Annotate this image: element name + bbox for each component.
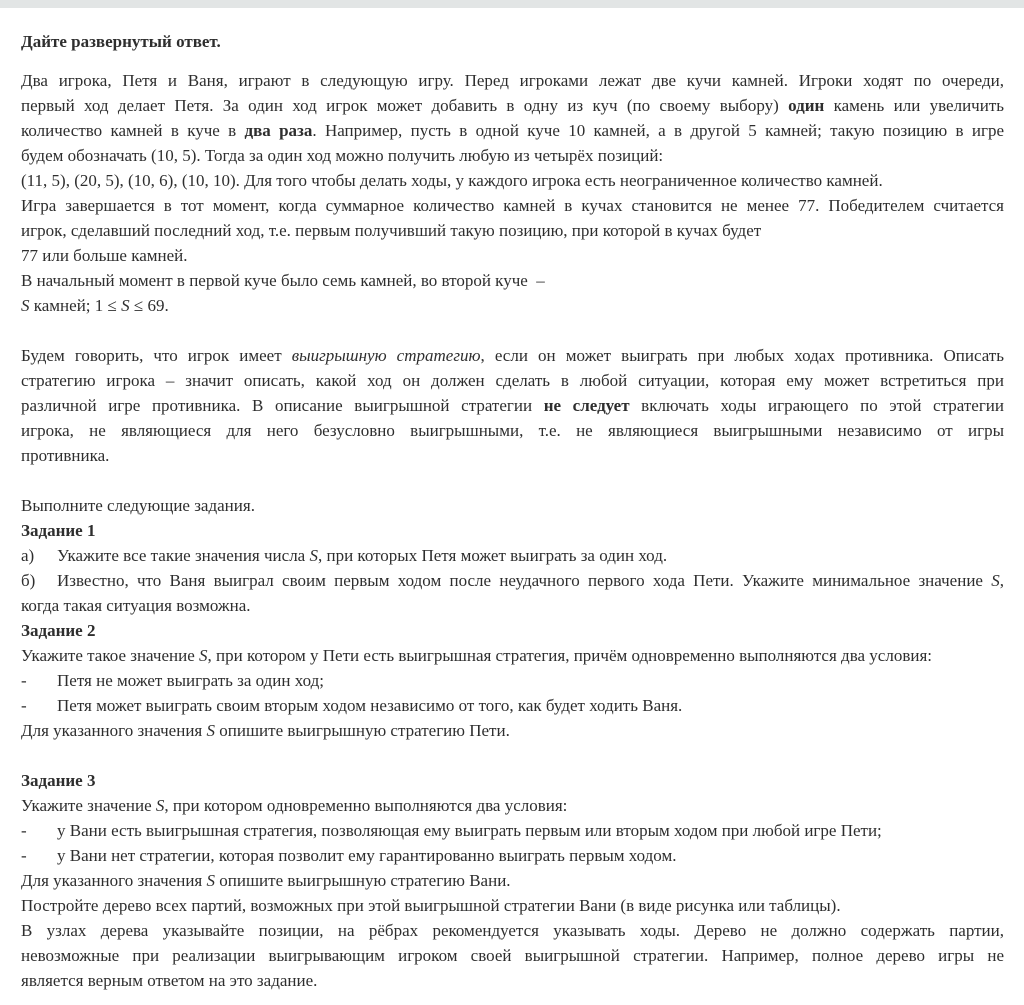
text-line bbox=[21, 518, 1004, 543]
italic-run: S bbox=[199, 646, 208, 665]
text-run: невозможные при реализации выигрывающим игроком своей выигрышной стратегии. Например, полное дерево игры не bbox=[21, 946, 1004, 965]
text-run: первый ход делает Петя. За один ход игрок может добавить в одну из куч (по своему выбору) bbox=[21, 96, 789, 115]
text-line bbox=[21, 443, 1004, 468]
text-run: , при котором у Пети есть выигрышная стратегия, причём одновременно выполняются два условия: bbox=[207, 646, 932, 665]
text-line bbox=[21, 118, 1004, 143]
text-line bbox=[21, 293, 1004, 318]
list-marker: а) bbox=[21, 546, 35, 565]
text-line bbox=[21, 693, 1004, 718]
text-run: камней; 1 ≤ bbox=[29, 296, 122, 315]
list-marker: - bbox=[21, 671, 27, 690]
task3-heading: Задание 3 bbox=[21, 771, 96, 790]
italic-run: S bbox=[991, 571, 1000, 590]
text-line bbox=[21, 718, 1004, 743]
text-line bbox=[21, 793, 1004, 818]
top-bar bbox=[0, 0, 1024, 8]
text-run: ≤ 69. bbox=[129, 296, 169, 315]
text-line bbox=[21, 593, 1004, 618]
text-line bbox=[21, 343, 1004, 368]
text-line bbox=[21, 168, 1004, 193]
text-run: Постройте дерево всех партий, возможных при этой выигрышной стратегии Вани (в виде рисунка или таблицы). bbox=[21, 896, 841, 915]
text-line bbox=[21, 843, 1004, 868]
text-run: Будем говорить, что игрок имеет bbox=[21, 346, 292, 365]
document-page bbox=[0, 8, 1024, 993]
bold-run: не следует bbox=[543, 396, 630, 415]
italic-run: S bbox=[121, 296, 130, 315]
task2-heading: Задание 2 bbox=[21, 621, 96, 640]
italic-run: S bbox=[155, 796, 165, 815]
list-marker: - bbox=[21, 846, 27, 865]
text-run: Игра завершается в тот момент, когда суммарное количество камней в кучах становится не менее 77. Победителем считается bbox=[21, 196, 1004, 215]
text-run: будем обозначать (10, 5). Тогда за один ход можно получить любую из четырёх позиций: bbox=[21, 146, 664, 165]
text-run: камень или увеличить bbox=[824, 96, 1004, 115]
text-line bbox=[21, 893, 1004, 918]
text-run: (11, 5), (20, 5), (10, 6), (10, 10). Для того чтобы делать ходы, у каждого игрока есть неограниченное количество камней. bbox=[21, 171, 883, 190]
text-run: является верным ответом на это задание. bbox=[21, 971, 318, 990]
text-run: 77 или больше камней. bbox=[21, 246, 188, 265]
bold-run: один bbox=[788, 96, 825, 115]
text-run: , если он может выиграть при любых ходах противника. Описать bbox=[480, 346, 1004, 365]
list-marker: - bbox=[21, 696, 27, 715]
text-line bbox=[21, 268, 1004, 293]
italic-run: выигрышную стратегию bbox=[291, 346, 481, 365]
italic-run: S bbox=[206, 721, 215, 740]
text-line bbox=[21, 668, 1004, 693]
task3-section bbox=[21, 768, 1004, 993]
text-line bbox=[21, 93, 1004, 118]
text-line bbox=[21, 818, 1004, 843]
text-run: Выполните следующие задания. bbox=[21, 496, 255, 515]
text-line bbox=[21, 918, 1004, 943]
tasks-section bbox=[21, 493, 1004, 743]
text-run: опишите выигрышную стратегию Пети. bbox=[215, 721, 510, 740]
text-line bbox=[21, 643, 1004, 668]
strategy-definition bbox=[21, 343, 1004, 468]
text-line bbox=[21, 943, 1004, 968]
text-line bbox=[21, 243, 1004, 268]
text-run: Известно, что Ваня выиграл своим первым ходом после неудачного первого хода Пети. Укажите минимальное значение bbox=[57, 571, 992, 590]
bold-run: два раза bbox=[244, 121, 313, 140]
text-run: игрока, не являющиеся для него безусловно выигрышными, т.е. не являющиеся выигрышными независимо от игры bbox=[21, 421, 1004, 440]
text-line bbox=[21, 868, 1004, 893]
text-run: у Вани есть выигрышная стратегия, позволяющая ему выиграть первым или вторым ходом при любой игре Пети; bbox=[57, 821, 882, 840]
text-line bbox=[21, 143, 1004, 168]
problem-statement bbox=[21, 68, 1004, 318]
text-run: , при которых Петя может выиграть за один ход. bbox=[317, 546, 668, 565]
italic-run: S bbox=[206, 871, 215, 890]
text-line bbox=[21, 618, 1004, 643]
text-run: В узлах дерева указывайте позиции, на рёбрах рекомендуется указывать ходы. Дерево не должно содержать партии, bbox=[21, 921, 1004, 940]
text-run: различной игре противника. В описание выигрышной стратегии bbox=[21, 396, 544, 415]
text-line bbox=[21, 568, 1004, 593]
text-run: опишите выигрышную стратегию Вани. bbox=[215, 871, 511, 890]
text-run: , bbox=[999, 571, 1004, 590]
text-line bbox=[21, 968, 1004, 993]
text-run: Укажите все такие значения числа bbox=[57, 546, 310, 565]
text-run: Петя может выиграть своим вторым ходом независимо от того, как будет ходить Ваня. bbox=[57, 696, 683, 715]
text-line bbox=[21, 493, 1004, 518]
italic-run: S bbox=[21, 296, 30, 315]
text-line bbox=[21, 543, 1004, 568]
text-line bbox=[21, 418, 1004, 443]
text-run: , при котором одновременно выполняются два условия: bbox=[164, 796, 568, 815]
text-run: у Вани нет стратегии, которая позволит ему гарантированно выиграть первым ходом. bbox=[57, 846, 677, 865]
text-run: Петя не может выиграть за один ход; bbox=[57, 671, 324, 690]
text-run: Укажите значение bbox=[21, 796, 156, 815]
text-line bbox=[21, 768, 1004, 793]
text-run: противника. bbox=[21, 446, 110, 465]
text-run: Для указанного значения bbox=[21, 721, 207, 740]
text-run: Два игрока, Петя и Ваня, играют в следующую игру. Перед игроками лежат две кучи камней. Игроки ходят по очереди, bbox=[21, 71, 1004, 90]
page-title: Дайте развернутый ответ. bbox=[21, 32, 221, 51]
text-line bbox=[21, 193, 1004, 218]
list-marker: б) bbox=[21, 571, 36, 590]
text-line bbox=[21, 368, 1004, 393]
text-run: Укажите такое значение bbox=[21, 646, 200, 665]
text-run: Для указанного значения bbox=[21, 871, 207, 890]
text-run: игрок, сделавший последний ход, т.е. первым получивший такую позицию, при которой в кучах будет bbox=[21, 221, 762, 240]
text-run: . Например, пусть в одной куче 10 камней, а в другой 5 камней; такую позицию в игре bbox=[312, 121, 1004, 140]
text-run: В начальный момент в первой куче было семь камней, во второй куче – bbox=[21, 271, 545, 290]
text-run: включать ходы играющего по этой стратегии bbox=[629, 396, 1004, 415]
text-run: стратегию игрока – значит описать, какой ход он должен сделать в любой ситуации, которая ему может встретиться при bbox=[21, 371, 1004, 390]
italic-run: S bbox=[309, 546, 318, 565]
text-line bbox=[21, 393, 1004, 418]
list-marker: - bbox=[21, 821, 27, 840]
text-run: когда такая ситуация возможна. bbox=[21, 596, 251, 615]
text-line bbox=[21, 218, 1004, 243]
text-run: количество камней в куче в bbox=[21, 121, 245, 140]
text-line bbox=[21, 68, 1004, 93]
task1-heading: Задание 1 bbox=[21, 521, 96, 540]
